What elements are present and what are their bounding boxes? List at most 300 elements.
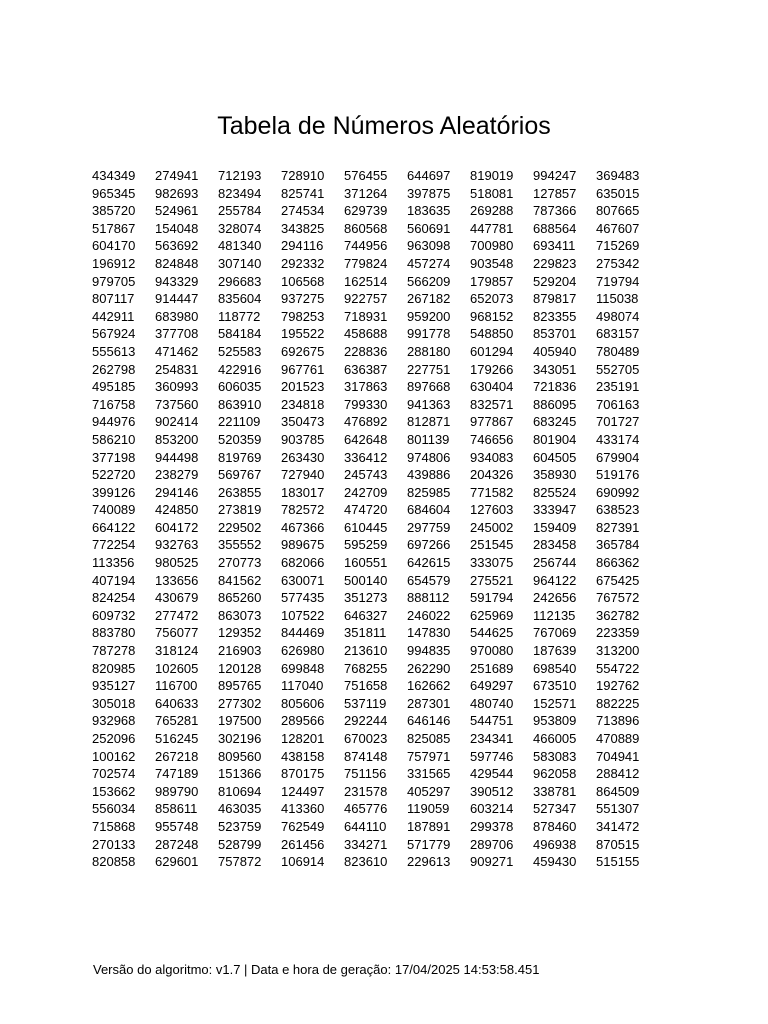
table-cell: 787278 — [92, 643, 136, 659]
table-cell: 780489 — [596, 343, 640, 359]
table-cell: 679904 — [596, 449, 640, 465]
table-cell: 716758 — [92, 396, 136, 412]
table-cell: 442911 — [92, 308, 135, 324]
table-cell: 728910 — [281, 168, 325, 183]
table-cell: 874148 — [344, 748, 388, 764]
table-row — [92, 836, 659, 854]
table-body — [92, 167, 659, 871]
table-cell: 341472 — [596, 818, 640, 834]
table-cell: 277472 — [155, 607, 199, 623]
table-cell: 192762 — [596, 678, 640, 694]
table-cell: 626980 — [281, 643, 325, 659]
table-cell: 825524 — [533, 484, 577, 500]
table-cell: 106914 — [281, 854, 325, 870]
table-cell: 476892 — [344, 414, 388, 430]
table-cell: 886095 — [533, 396, 577, 412]
table-cell: 782572 — [281, 502, 325, 518]
table-row — [92, 449, 659, 467]
table-cell: 195522 — [281, 326, 325, 342]
table-cell: 955748 — [155, 818, 199, 834]
table-row — [92, 607, 659, 625]
table-cell: 463035 — [218, 801, 262, 817]
table-cell: 544625 — [470, 625, 514, 641]
table-cell: 727940 — [281, 467, 325, 483]
table-cell: 603214 — [470, 801, 514, 817]
table-cell: 405940 — [533, 343, 577, 359]
table-cell: 548850 — [470, 326, 514, 342]
table-row — [92, 800, 659, 818]
table-cell: 989790 — [155, 783, 199, 799]
table-cell: 866362 — [596, 555, 640, 571]
table-cell: 267182 — [407, 291, 451, 307]
table-cell: 646327 — [344, 607, 388, 623]
table-row — [92, 202, 659, 220]
table-cell: 630404 — [470, 379, 514, 395]
table-cell: 858611 — [155, 801, 198, 817]
table-cell: 529204 — [533, 273, 577, 289]
table-cell: 767069 — [533, 625, 577, 641]
table-cell: 566209 — [407, 273, 451, 289]
table-cell: 980525 — [155, 555, 199, 571]
table-cell: 127603 — [470, 502, 514, 518]
table-cell: 819769 — [218, 449, 262, 465]
table-cell: 439886 — [407, 467, 451, 483]
table-cell: 577435 — [281, 590, 325, 606]
table-row — [92, 642, 659, 660]
table-cell: 897668 — [407, 379, 451, 395]
table-cell: 350473 — [281, 414, 325, 430]
table-cell: 183635 — [407, 203, 451, 219]
table-cell: 567924 — [92, 326, 136, 342]
table-cell: 934083 — [470, 449, 514, 465]
table-cell: 252096 — [92, 731, 136, 746]
table-cell: 683245 — [533, 414, 577, 430]
table-cell: 937275 — [281, 291, 325, 307]
table-cell: 544751 — [470, 713, 514, 729]
table-cell: 313200 — [596, 643, 640, 659]
table-cell: 604505 — [533, 449, 577, 465]
table-cell: 963098 — [407, 238, 451, 254]
table-cell: 768255 — [344, 660, 388, 676]
table-cell: 399126 — [92, 484, 136, 500]
table-cell: 563692 — [155, 238, 199, 254]
table-cell: 994835 — [407, 643, 451, 659]
table-cell: 377198 — [92, 449, 136, 465]
table-cell: 102605 — [155, 660, 199, 676]
table-cell: 277302 — [218, 695, 262, 711]
table-cell: 129352 — [218, 625, 262, 641]
table-cell: 229502 — [218, 519, 262, 535]
table-row — [92, 361, 659, 379]
table-cell: 820858 — [92, 854, 136, 870]
table-cell: 333947 — [533, 502, 577, 518]
table-cell: 500140 — [344, 572, 388, 588]
table-cell: 604172 — [155, 519, 199, 535]
table-cell: 331565 — [407, 766, 451, 782]
table-cell: 870175 — [281, 766, 325, 782]
table-cell: 160551 — [344, 555, 388, 571]
table-cell: 835604 — [218, 291, 262, 307]
table-cell: 438158 — [281, 748, 325, 764]
table-cell: 343051 — [533, 361, 577, 377]
table-cell: 115038 — [596, 291, 639, 307]
table-cell: 635015 — [596, 185, 640, 201]
table-cell: 699848 — [281, 660, 325, 676]
table-cell: 746656 — [470, 431, 514, 447]
table-row — [92, 396, 659, 414]
table-cell: 713896 — [596, 713, 640, 729]
table-cell: 953809 — [533, 713, 577, 729]
table-cell: 242709 — [344, 484, 388, 500]
table-cell: 116700 — [155, 678, 198, 694]
table-row — [92, 519, 659, 537]
table-row — [92, 572, 659, 590]
table-row — [92, 343, 659, 361]
table-cell: 118772 — [218, 308, 261, 324]
table-cell: 262290 — [407, 660, 451, 676]
table-cell: 853200 — [155, 431, 199, 447]
table-cell: 604170 — [92, 238, 136, 254]
table-row — [92, 413, 659, 431]
table-cell: 744956 — [344, 238, 388, 254]
table-cell: 556034 — [92, 801, 136, 817]
random-numbers-table — [92, 167, 659, 871]
table-cell: 682066 — [281, 555, 325, 571]
table-cell: 629601 — [155, 854, 199, 870]
table-cell: 234818 — [281, 396, 325, 412]
table-cell: 943329 — [155, 273, 199, 289]
table-cell: 701727 — [596, 414, 640, 430]
table-cell: 333075 — [470, 555, 514, 571]
table-cell: 864509 — [596, 783, 640, 799]
table-cell: 183017 — [281, 484, 325, 500]
table-cell: 334271 — [344, 836, 388, 852]
table-cell: 467366 — [281, 519, 325, 535]
table-cell: 527347 — [533, 801, 577, 817]
table-cell: 360993 — [155, 379, 199, 395]
table-cell: 684604 — [407, 502, 451, 518]
table-cell: 751156 — [344, 766, 387, 782]
table-row — [92, 536, 659, 554]
table-cell: 292332 — [281, 255, 325, 271]
table-cell: 289566 — [281, 713, 325, 729]
table-cell: 204326 — [470, 467, 514, 483]
table-cell: 583083 — [533, 748, 577, 764]
table-cell: 471462 — [155, 343, 199, 359]
table-cell: 935127 — [92, 678, 136, 694]
table-cell: 397875 — [407, 185, 451, 201]
table-cell: 690992 — [596, 484, 640, 500]
table-cell: 525583 — [218, 343, 262, 359]
table-cell: 841562 — [218, 572, 262, 588]
table-cell: 932763 — [155, 537, 199, 553]
table-cell: 377708 — [155, 326, 199, 342]
table-cell: 751658 — [344, 678, 388, 694]
table-cell: 965345 — [92, 185, 136, 201]
table-row — [92, 660, 659, 678]
table-cell: 262798 — [92, 361, 136, 377]
table-row — [92, 783, 659, 801]
table-cell: 351811 — [344, 625, 387, 641]
table-cell: 317863 — [344, 379, 388, 395]
table-cell: 715868 — [92, 818, 136, 834]
table-cell: 524961 — [155, 203, 199, 219]
table-cell: 967761 — [281, 361, 325, 377]
table-cell: 747189 — [155, 766, 199, 782]
table-cell: 860568 — [344, 220, 388, 236]
table-cell: 914447 — [155, 291, 199, 307]
table-cell: 127857 — [533, 185, 577, 201]
table-cell: 294116 — [281, 238, 324, 254]
table-cell: 275342 — [596, 255, 640, 271]
table-cell: 827391 — [596, 519, 640, 535]
table-cell: 832571 — [470, 396, 514, 412]
table-cell: 683980 — [155, 308, 199, 324]
table-cell: 474720 — [344, 502, 388, 518]
table-cell: 683157 — [596, 326, 640, 342]
table-cell: 625969 — [470, 607, 514, 623]
table-cell: 597746 — [470, 748, 514, 764]
table-cell: 251545 — [470, 537, 514, 553]
table-cell: 601294 — [470, 343, 514, 359]
table-cell: 824254 — [92, 590, 136, 606]
table-cell: 520359 — [218, 431, 262, 447]
table-cell: 979705 — [92, 273, 136, 289]
table-cell: 245743 — [344, 467, 388, 483]
table-cell: 609732 — [92, 607, 136, 623]
table-cell: 640633 — [155, 695, 199, 711]
table-cell: 429544 — [470, 766, 514, 782]
table-cell: 229823 — [533, 255, 577, 271]
table-cell: 823494 — [218, 185, 262, 201]
table-cell: 762549 — [281, 818, 325, 834]
table-cell: 496938 — [533, 836, 577, 852]
table-cell: 552705 — [596, 361, 640, 377]
table-cell: 275521 — [470, 572, 514, 588]
table-cell: 459430 — [533, 854, 577, 870]
table-cell: 646146 — [407, 713, 451, 729]
table-cell: 229613 — [407, 854, 451, 870]
table-row — [92, 748, 659, 766]
table-cell: 117040 — [281, 678, 324, 694]
table-cell: 670023 — [344, 731, 388, 746]
table-cell: 201523 — [281, 379, 325, 395]
table-cell: 528799 — [218, 836, 262, 852]
table-cell: 112135 — [533, 607, 576, 623]
table-cell: 799330 — [344, 396, 388, 412]
table-cell: 470889 — [596, 731, 640, 746]
table-cell: 576455 — [344, 168, 388, 183]
table-row — [92, 431, 659, 449]
page-title: Tabela de Números Aleatórios — [217, 112, 551, 140]
table-cell: 787366 — [533, 203, 577, 219]
table-cell: 274534 — [281, 203, 325, 219]
table-cell: 358930 — [533, 467, 577, 483]
table-cell: 365784 — [596, 537, 640, 553]
table-cell: 551307 — [596, 801, 640, 817]
table-cell: 642615 — [407, 555, 451, 571]
table-cell: 715269 — [596, 238, 640, 254]
table-cell: 702574 — [92, 766, 136, 782]
table-row — [92, 484, 659, 502]
table-cell: 289706 — [470, 836, 514, 852]
table-cell: 147830 — [407, 625, 451, 641]
table-cell: 642648 — [344, 431, 388, 447]
table-cell: 807665 — [596, 203, 640, 219]
table-cell: 355552 — [218, 537, 262, 553]
table-cell: 270133 — [92, 836, 136, 852]
table-cell: 517867 — [92, 220, 136, 236]
table-cell: 196912 — [92, 255, 136, 271]
table-cell: 977867 — [470, 414, 514, 430]
table-cell: 287301 — [407, 695, 451, 711]
table-cell: 159409 — [533, 519, 577, 535]
table-cell: 152571 — [533, 695, 577, 711]
table-cell: 242656 — [533, 590, 577, 606]
table-cell: 824848 — [155, 255, 199, 271]
table-cell: 153662 — [92, 783, 136, 799]
table-row — [92, 273, 659, 291]
table-cell: 162662 — [407, 678, 451, 694]
table-cell: 823610 — [344, 854, 388, 870]
table-cell: 179857 — [470, 273, 514, 289]
table-row — [92, 167, 659, 185]
table-cell: 422916 — [218, 361, 262, 377]
table-row — [92, 853, 659, 871]
table-cell: 922757 — [344, 291, 388, 307]
table-cell: 779824 — [344, 255, 388, 271]
table-row — [92, 290, 659, 308]
table-cell: 903785 — [281, 431, 325, 447]
table-cell: 434349 — [92, 168, 136, 183]
table-cell: 328074 — [218, 220, 262, 236]
table-cell: 228836 — [344, 343, 388, 359]
table-cell: 179266 — [470, 361, 514, 377]
table-cell: 571779 — [407, 836, 451, 852]
table-cell: 187639 — [533, 643, 577, 659]
table-cell: 989675 — [281, 537, 325, 553]
table-cell: 909271 — [470, 854, 514, 870]
table-cell: 765281 — [155, 713, 199, 729]
table-cell: 932968 — [92, 713, 136, 729]
table-cell: 704941 — [596, 748, 640, 764]
table-cell: 569767 — [218, 467, 262, 483]
table-cell: 825085 — [407, 731, 451, 746]
table-cell: 283458 — [533, 537, 577, 553]
table-cell: 270773 — [218, 555, 262, 571]
table-cell: 652073 — [470, 291, 514, 307]
table-cell: 385720 — [92, 203, 136, 219]
table-cell: 227751 — [407, 361, 451, 377]
table-row — [92, 730, 659, 748]
table-cell: 756077 — [155, 625, 199, 641]
table-cell: 338781 — [533, 783, 577, 799]
table-cell: 757971 — [407, 748, 451, 764]
table-row — [92, 378, 659, 396]
table-cell: 458688 — [344, 326, 388, 342]
table-cell: 213610 — [344, 643, 388, 659]
table-cell: 288180 — [407, 343, 451, 359]
table-cell: 944498 — [155, 449, 199, 465]
table-cell: 560691 — [407, 220, 451, 236]
table-cell: 991778 — [407, 326, 451, 342]
table-cell: 673510 — [533, 678, 577, 694]
table-cell: 256744 — [533, 555, 577, 571]
table-cell: 467607 — [596, 220, 640, 236]
table-cell: 305018 — [92, 695, 136, 711]
table-cell: 555613 — [92, 343, 136, 359]
table-cell: 630071 — [281, 572, 325, 588]
table-cell: 644697 — [407, 168, 451, 183]
table-cell: 307140 — [218, 255, 262, 271]
table-cell: 606035 — [218, 379, 262, 395]
table-cell: 809560 — [218, 748, 262, 764]
table-cell: 495185 — [92, 379, 136, 395]
table-row — [92, 624, 659, 642]
table-row — [92, 501, 659, 519]
table-cell: 692675 — [281, 343, 325, 359]
table-cell: 255784 — [218, 203, 262, 219]
table-cell: 882225 — [596, 695, 640, 711]
table-cell: 649297 — [470, 678, 514, 694]
table-cell: 292244 — [344, 713, 388, 729]
table-cell: 120128 — [218, 660, 262, 676]
table-cell: 407194 — [92, 572, 136, 588]
table-cell: 698540 — [533, 660, 577, 676]
table-cell: 234341 — [470, 731, 514, 746]
table-cell: 390512 — [470, 783, 514, 799]
table-cell: 296683 — [218, 273, 262, 289]
table-row — [92, 185, 659, 203]
table-cell: 537119 — [344, 695, 387, 711]
table-cell: 654579 — [407, 572, 451, 588]
table-cell: 299378 — [470, 818, 514, 834]
table-row — [92, 712, 659, 730]
table-cell: 718931 — [344, 308, 388, 324]
table-cell: 235191 — [596, 379, 640, 395]
table-cell: 810694 — [218, 783, 262, 799]
table-cell: 100162 — [92, 748, 136, 764]
table-cell: 844469 — [281, 625, 325, 641]
table-cell: 700980 — [470, 238, 514, 254]
table-cell: 595259 — [344, 537, 388, 553]
table-cell: 294146 — [155, 484, 199, 500]
table-cell: 216903 — [218, 643, 262, 659]
table-cell: 853701 — [533, 326, 577, 342]
table-cell: 825985 — [407, 484, 451, 500]
table-cell: 465776 — [344, 801, 388, 817]
table-cell: 238279 — [155, 467, 199, 483]
table-cell: 369483 — [596, 168, 640, 183]
table-cell: 820985 — [92, 660, 136, 676]
table-cell: 223359 — [596, 625, 640, 641]
table-cell: 154048 — [155, 220, 199, 236]
table-cell: 584184 — [218, 326, 262, 342]
table-row — [92, 466, 659, 484]
table-cell: 424850 — [155, 502, 199, 518]
table-cell: 895765 — [218, 678, 262, 694]
table-cell: 870515 — [596, 836, 640, 852]
table-cell: 522720 — [92, 467, 136, 483]
table-cell: 879817 — [533, 291, 577, 307]
table-cell: 767572 — [596, 590, 640, 606]
table-cell: 273819 — [218, 502, 262, 518]
table-cell: 591794 — [470, 590, 514, 606]
table-cell: 823355 — [533, 308, 577, 324]
table-cell: 246022 — [407, 607, 451, 623]
table-cell: 697266 — [407, 537, 451, 553]
table-row — [92, 255, 659, 273]
